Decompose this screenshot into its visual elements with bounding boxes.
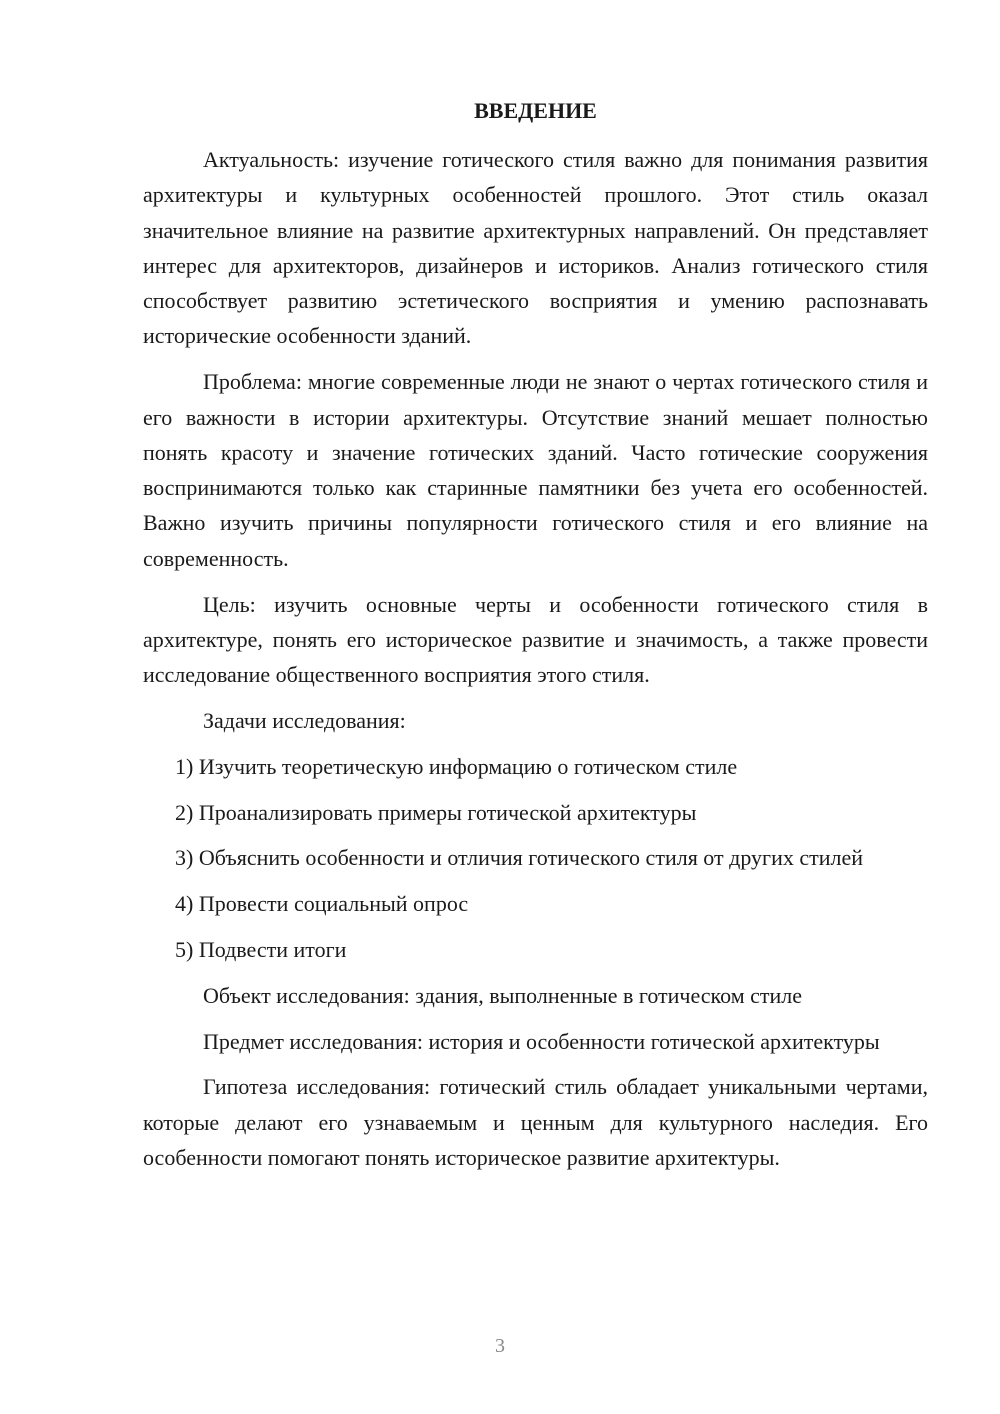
document-body (143, 142, 928, 1186)
paragraph-goal: Цель: изучить основные черты и особенности готического стиля в архитектуре, понять его историческое развитие и значимость, а также провести исследование общественного восприятия этого стиля. (143, 591, 928, 688)
task-item: 2) Проанализировать примеры готической архитектуры (175, 799, 697, 825)
paragraph-problem: Проблема: многие современные люди не знают о чертах готического стиля и его важности в истории архитектуры. Отсутствие знаний мешает полностью понять красоту и значение готических зданий. Часто готические сооружения воспринимаются только как старинные памятники без учета его особенностей. Важно изучить причины популярности готического стиля и его влияние на современность. (143, 369, 928, 571)
task-item: 5) Подвести итоги (175, 936, 347, 962)
paragraph-relevance: Актуальность: изучение готического стиля важно для понимания развития архитектуры и культурных особенностей прошлого. Этот стиль оказал значительное влияние на развитие архитектурных направлений. Он представляет интерес для архитекторов, дизайнеров и историков. Анализ готического стиля способствует развитию эстетического восприятия и умению распознавать исторические особенности зданий. (143, 147, 928, 349)
task-item: 1) Изучить теоретическую информацию о готическом стиле (175, 753, 738, 779)
task-item: 4) Провести социальный опрос (175, 891, 469, 917)
paragraph-tasks-heading: Задачи исследования: (203, 707, 406, 733)
paragraph-subject: Предмет исследования: история и особенности готической архитектуры (203, 1028, 880, 1054)
paragraph-hypothesis: Гипотеза исследования: готический стиль обладает уникальными чертами, которые делают его узнаваемым и ценным для культурного наследия. Его особенности помогают понять историческое развитие архитектуры. (143, 1074, 928, 1170)
paragraph-object: Объект исследования: здания, выполненные в готическом стиле (203, 982, 803, 1008)
page-number: 3 (495, 1335, 505, 1357)
task-item: 3) Объяснить особенности и отличия готического стиля от других стилей (175, 845, 864, 871)
page-title: ВВЕДЕНИЕ (474, 98, 597, 123)
